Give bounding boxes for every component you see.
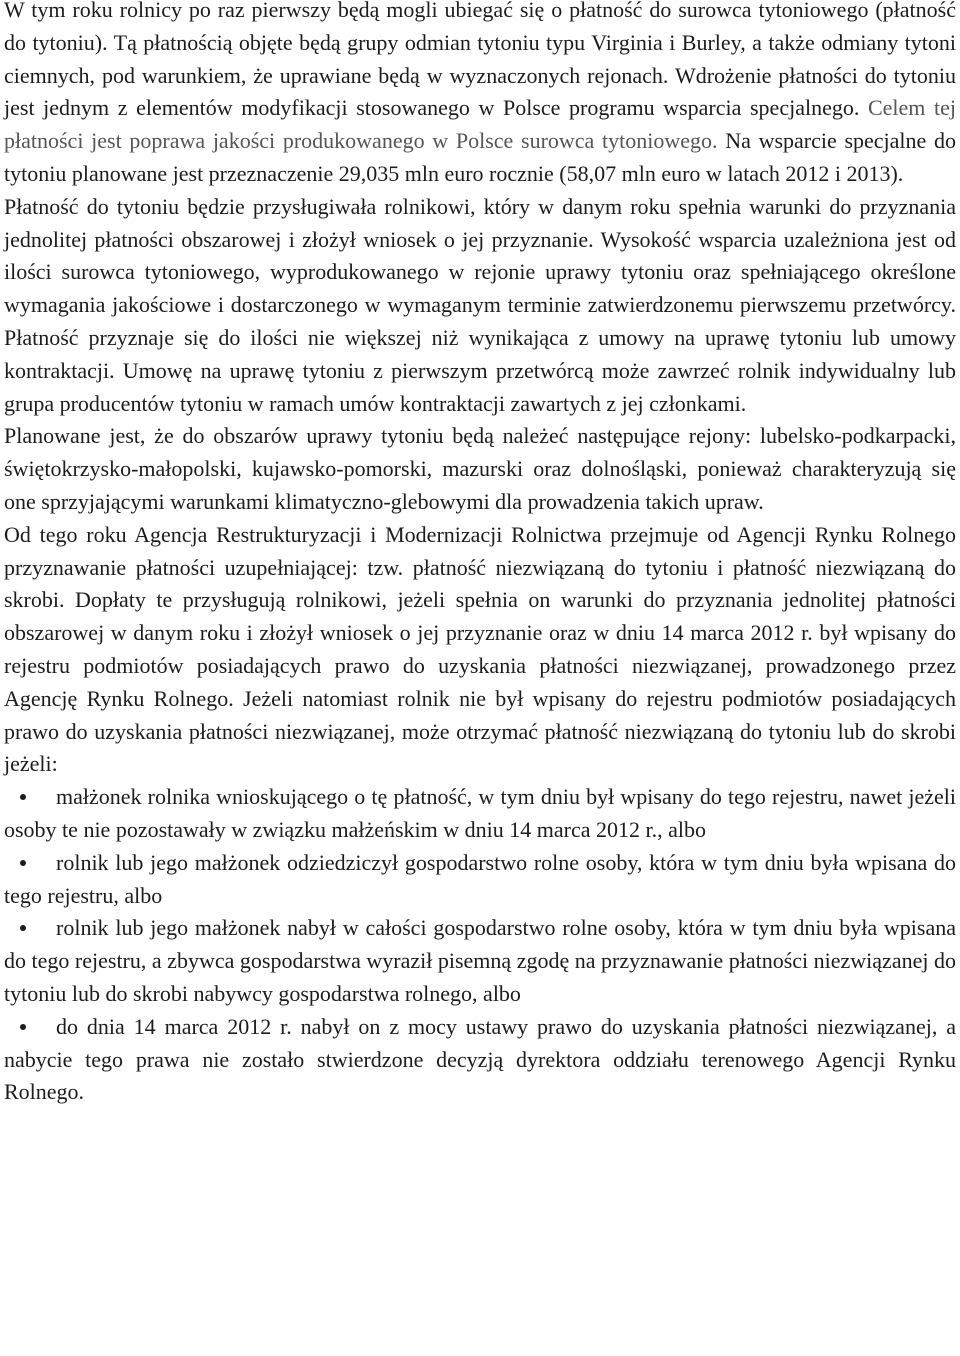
list-item-text: małżonek rolnika wnioskującego o tę płatność, w tym dniu był wpisany do tego rejestru, nawet jeżeli osoby te nie pozostawały w związku małżeńskim w dniu 14 marca 2012 r., albo [4, 784, 956, 842]
list-item [4, 781, 956, 847]
text-segment: W tym roku rolnicy po raz pierwszy będą mogli ubiegać się o płatność do surowca tytoniowego (płatność do tytoniu). Tą płatnością objęte będą grupy odmian tytoniu typu Virginia i Burley, a także odmiany tytoni ciemnych, pod warunkiem, że uprawiane będą w wyznaczonych rejonach. [4, 0, 956, 88]
text-segment: Celem tej płatności jest poprawa jakości produkowanego w Polsce surowca tytoniowego. [4, 95, 956, 154]
paragraph-tobacco-payment-intro [4, 0, 956, 191]
list-item-text: do dnia 14 marca 2012 r. nabył on z mocy ustawy prawo do uzyskania płatności niezwiązanej, a nabycie tego prawa nie zostało stwierdzone decyzją dyrektora oddziału terenowego Agencji Rynku Rolnego. [4, 1013, 956, 1105]
list-item [4, 912, 956, 1010]
bullet-icon [4, 781, 56, 814]
text-segment: Wdrożenie płatności do tytoniu jest jednym z elementów modyfikacji stosowanego w Polsce programu wsparcia specjalnego. [4, 62, 956, 121]
bullet-icon [4, 1011, 56, 1044]
text-segment: Na wsparcie specjalne do tytoniu planowane jest przeznaczenie 29,035 mln euro rocznie (58,07 mln euro w latach 2012 i 2013). [4, 128, 956, 186]
text-segment: Umowę na uprawę tytoniu z pierwszym przetwórcą może zawrzeć rolnik indywidualny lub grupa producentów tytoniu w ramach umów kontraktacji zawartych z jej członkami. [4, 357, 956, 416]
paragraph-payment-eligibility [4, 191, 956, 421]
text-segment: Jeżeli natomiast rolnik nie był wpisany do rejestru podmiotów posiadających prawo do uzyskania płatności niezwiązanej, może otrzymać płatność niezwiązaną do tytoniu lub do skrobi jeżeli: [4, 685, 956, 777]
bullet-icon [4, 847, 56, 880]
text-segment: Wysokość wsparcia uzależniona jest od ilości surowca tytoniowego, wyprodukowanego w rejonie uprawy tytoniu oraz spełniającego określone wymagania jakościowe i dostarczonego w wymaganym terminie zatwierdzonemu pierwszemu przetwórcy. [4, 226, 956, 318]
text-segment: Płatność do tytoniu będzie przysługiwała rolnikowi, który w danym roku spełnia warunki do przyznania jednolitej płatności obszarowej i złożył wniosek o jej przyznanie. [4, 193, 956, 252]
paragraph-cultivation-regions [4, 420, 956, 518]
list-item-text: rolnik lub jego małżonek nabył w całości gospodarstwo rolne osoby, która w tym dniu była wpisana do tego rejestru, a zbywca gospodarstwa wyraził pisemną zgodę na przyznawanie płatności niezwiązanej do tytoniu lub do skrobi nabywcy gospodarstwa rolnego, albo [4, 915, 956, 1006]
list-item [4, 1011, 956, 1109]
list-item [4, 847, 956, 913]
list-item-text: rolnik lub jego małżonek odziedziczył gospodarstwo rolne osoby, która w tym dniu była wpisana do tego rejestru, albo [4, 849, 956, 908]
conditions-list [4, 781, 956, 1109]
text-segment: Płatność przyznaje się do ilości nie większej niż wynikająca z umowy na uprawę tytoniu lub umowy kontraktacji. [4, 324, 956, 383]
bullet-icon [4, 912, 56, 945]
text-segment: Planowane jest, że do obszarów uprawy tytoniu będą należeć następujące rejony: lubelsko-podkarpacki, świętokrzysko-małopolski, kujawsko-pomorski, mazurski oraz dolnośląski, ponieważ charakteryzują się one sprzyjającymi warunkami klimatyczno-glebowymi dla prowadzenia takich upraw. [4, 423, 956, 514]
paragraph-arimr-takeover [4, 519, 956, 781]
text-segment: Dopłaty te przysługują rolnikowi, jeżeli spełnia on warunki do przyznania jednolitej płatności obszarowej w danym roku i złożył wniosek o jej przyznanie oraz w dniu 14 marca 2012 r. był wpisany do rejestru podmiotów posiadających prawo do uzyskania płatności niezwiązanej, prowadzonego przez Agencję Rynku Rolnego. [4, 587, 956, 711]
text-segment: Od tego roku Agencja Restrukturyzacji i Modernizacji Rolnictwa przejmuje od Agencji Rynku Rolnego przyznawanie płatności uzupełniającej: tzw. płatność niezwiązaną do tytoniu i płatność niezwiązaną do skrobi. [4, 521, 956, 613]
